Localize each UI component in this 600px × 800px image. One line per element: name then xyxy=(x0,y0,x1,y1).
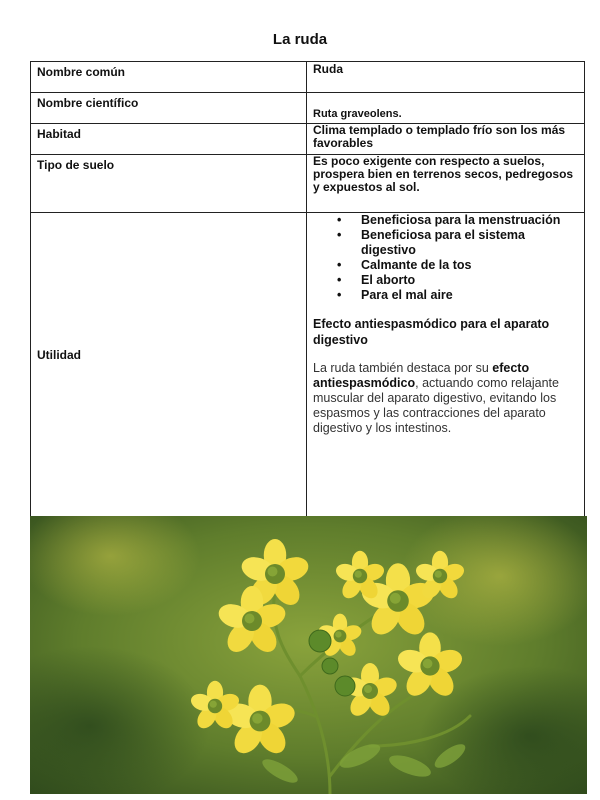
list-item: • Calmante de la tos xyxy=(361,258,578,273)
row-value-common-name: Ruda xyxy=(307,62,585,93)
row-label-soil-type: Tipo de suelo xyxy=(31,155,307,213)
table-row xyxy=(31,124,585,155)
table-row xyxy=(31,93,585,124)
paragraph-text-start: La ruda también destaca por su xyxy=(313,361,493,375)
table-row xyxy=(31,155,585,213)
table-row xyxy=(31,62,585,93)
utility-paragraph xyxy=(313,361,578,436)
paragraph-text-bold: efecto antiespasmódico xyxy=(313,361,530,390)
utility-subheading: Efecto antiespasmódico para el aparato digestivo xyxy=(313,317,550,347)
list-item: • Beneficiosa para la menstruación xyxy=(361,213,578,228)
flower-illustration xyxy=(30,516,587,794)
row-value-soil-type: Es poco exigente con respecto a suelos, prospera bien en terrenos secos, pedregosos y expuestos al sol. xyxy=(307,155,585,213)
list-item: • Para el mal aire xyxy=(361,288,578,303)
row-label-utility: Utilidad xyxy=(31,213,307,685)
list-item: • El aborto xyxy=(361,273,578,288)
document-title: La ruda xyxy=(272,31,328,48)
row-value-habitat: Clima templado o templado frío son los más favorables xyxy=(307,124,585,155)
row-value-scientific-name: Ruta graveolens. xyxy=(307,93,585,124)
row-label-common-name: Nombre común xyxy=(31,62,307,93)
row-label-scientific-name: Nombre científico xyxy=(31,93,307,124)
row-label-habitat: Habitad xyxy=(31,124,307,155)
paragraph-text-end: , actuando como relajante muscular del aparato digestivo, evitando los espasmos y las contracciones del aparato digestivo y los intestinos. xyxy=(313,376,559,435)
list-item: • Beneficiosa para el sistema digestivo xyxy=(361,228,578,258)
rue-flower-photo xyxy=(30,516,587,794)
utility-list xyxy=(313,213,578,303)
